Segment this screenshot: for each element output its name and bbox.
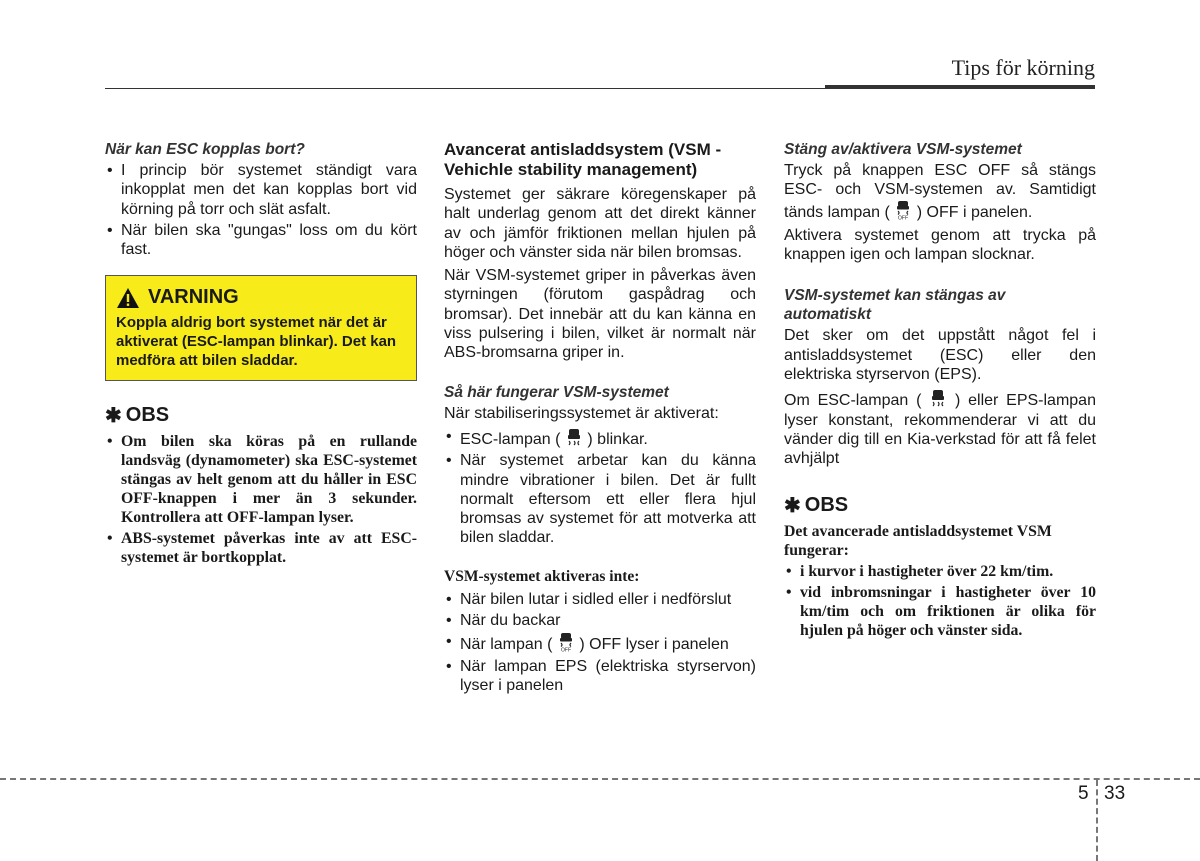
paragraph: När VSM-systemet griper in påverkas även styrningen (förutom gaspådrag och bromsar). Det innebär att du kan känna en viss pulsering i bilen, vilket är normalt när ABS-bromsarna griper in. [444,267,756,362]
asterisk-icon: ✱ [784,494,801,517]
text-fragment: ) eller EPS-lampan lyser konstant, rekommenderar vi att du vänder dig till en Kia-verkstad för att få felet avhjälpt [784,392,1096,468]
warning-title [116,286,406,309]
svg-text:OFF: OFF [560,647,571,653]
footer-dashed-rule [0,778,1200,780]
esc-off-lamp-icon [557,632,575,652]
asterisk-icon: ✱ [105,405,122,428]
svg-text:OFF: OFF [898,215,909,220]
paragraph: Systemet ger säkrare köregenskaper på halt underlag genom att det direkt känner av och jämför friktionen mellan hjulen på höger och vänster sida när bilen bromsas. [444,186,756,261]
list-item: • i kurvor i hastigheter över 22 km/tim. [784,562,1096,581]
list-item: • ABS-systemet påverkas inte av att ESC-systemet är bortkopplat. [105,529,417,567]
obs-list [105,432,417,567]
section-heading-vsm: Avancerat antisladdsystem (VSM - Vehichle stability management) [444,140,722,179]
text-fragment: ) OFF lyser i panelen [579,636,729,654]
warning-text: Koppla aldrig bort systemet när det är aktiverat (ESC-lampan blinkar). Det kan medföra att bilen sladdar. [116,314,397,370]
obs-title-text: OBS [804,493,849,516]
column-3 [784,140,1096,642]
obs-intro: Det avancerade antisladdsystemet VSM fungerar: [784,522,1052,559]
list-item: • När lampan EPS (elektriska styrservon) lyser i panelen [444,657,756,696]
list-item: • Om bilen ska köras på en rullande landsväg (dynamometer) ska ESC-systemet stängas av helt genom att du håller in ESC OFF-knappen i mer än 3 sekunder. Kontrollera att OFF-lampan lyser. [105,432,417,527]
esc-lamp-icon [565,427,583,447]
list-item: • När du backar [444,611,756,630]
warning-box [105,275,417,381]
page-header-title: Tips för körning [951,55,1095,80]
subheading-how-it-works: Så här fungerar VSM-systemet [444,383,669,401]
warning-title-text: VARNING [148,286,239,309]
obs-heading [105,403,417,428]
paragraph [784,388,1096,468]
list-item: • I princip bör systemet ständigt vara inkopplat men det kan kopplas bort vid körning på torr och slät asfalt. [105,161,417,219]
obs-heading [784,493,1096,518]
paragraph [784,161,1096,222]
text-fragment: Om ESC-lampan ( [784,392,922,410]
page-number: 33 [1104,783,1126,804]
column-1 [105,140,417,569]
list-item: • När bilen ska "gungas" loss om du kört fast. [105,221,417,260]
subheading-toggle-vsm: Stäng av/aktivera VSM-systemet [784,141,1022,158]
obs-title-text: OBS [125,404,170,427]
text-fragment: ) blinkar. [587,430,648,448]
column-2 [444,140,756,697]
list-item: • När bilen lutar i sidled eller i nedförslut [444,590,756,609]
esc-off-list [105,161,417,259]
text-fragment: ESC-lampan ( [460,430,561,448]
esc-lamp-icon [929,388,947,408]
text-fragment: ) OFF i panelen. [916,203,1033,221]
subheading-not-active: VSM-systemet aktiveras inte: [444,567,640,585]
list-item: • När systemet arbetar kan du känna mindre vibrationer i bilen. Det är fullt normalt eftersom ett eller flera hjul bromsas av systemet för att motverka att bilen sladdar. [444,451,756,547]
paragraph: Aktivera systemet genom att trycka på knappen igen och lampan slocknar. [784,226,1096,264]
active-list [444,427,756,548]
list-item [444,632,756,654]
esc-off-lamp-icon [894,200,912,220]
warning-triangle-icon [116,287,140,309]
text-fragment: Tryck på knappen ESC OFF så stängs ESC- och VSM-systemen av. Samtidigt tänds lampan ( [784,162,1096,221]
paragraph: När stabiliseringssystemet är aktiverat: [444,404,719,422]
header-rule-accent [825,85,1095,89]
footer-vertical-rule [1096,780,1098,861]
chapter-number: 5 [1078,783,1089,804]
obs-list [784,562,1096,640]
paragraph: Det sker om det uppstått något fel i antisladdsystemet (ESC) eller den elektriska styrservon (EPS). [784,327,1096,384]
subheading-esc-off: När kan ESC kopplas bort? [105,141,305,158]
list-item [444,427,756,449]
inactive-list [444,590,756,695]
list-item: • vid inbromsningar i hastigheter över 10 km/tim och om friktionen är olika för hjulen på höger och vänster sida. [784,583,1096,640]
text-fragment: När lampan ( [460,636,553,654]
subheading-auto-off: VSM-systemet kan stängas av automatiskt [784,287,1006,324]
